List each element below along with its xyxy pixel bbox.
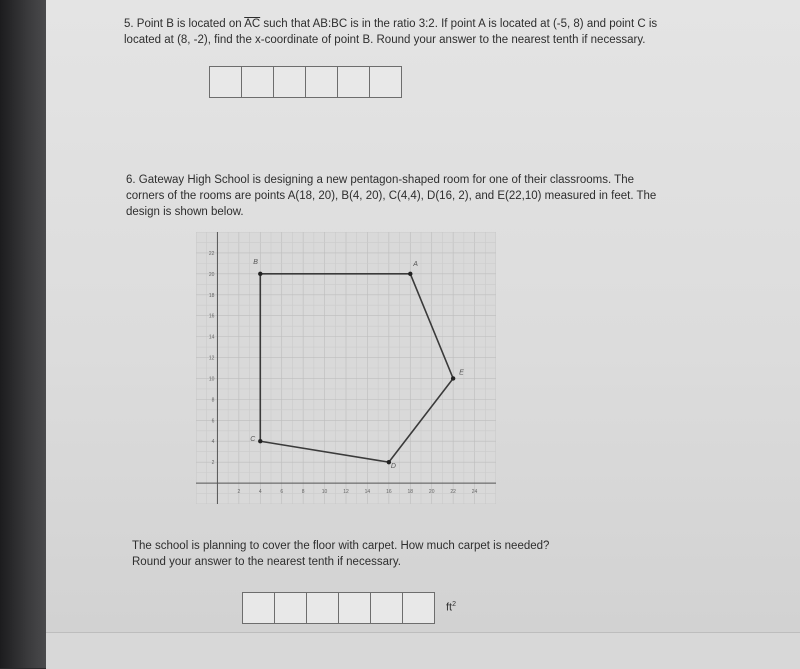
y-tick-label: 2 bbox=[211, 460, 215, 467]
y-tick-label: 6 bbox=[211, 418, 215, 425]
unit-text: ft bbox=[446, 601, 453, 614]
x-tick-label: 8 bbox=[301, 489, 305, 496]
vertex-label-c: C bbox=[250, 436, 256, 444]
vertex-point-c bbox=[258, 439, 262, 443]
question-6-line1: 6. Gateway High School is designing a new pentagon-shaped room for one of their classrooms. The bbox=[126, 174, 634, 186]
question-5-answer-cell[interactable] bbox=[370, 67, 401, 97]
vertex-label-e: E bbox=[459, 369, 464, 377]
x-tick-label: 10 bbox=[321, 489, 328, 496]
x-tick-label: 24 bbox=[471, 489, 478, 496]
question-5-answer-cell[interactable] bbox=[242, 67, 274, 97]
question-6-followup-line1: The school is planning to cover the floor with carpet. How much carpet is needed? bbox=[132, 540, 550, 552]
x-tick-label: 6 bbox=[280, 489, 284, 496]
question-6-followup-line2: Round your answer to the nearest tenth if necessary. bbox=[132, 556, 401, 568]
segment-ac: $\overline{AC}$ bbox=[244, 18, 261, 30]
unit-label bbox=[446, 601, 456, 614]
x-tick-label: 20 bbox=[428, 489, 435, 496]
question-6-answer-cell[interactable] bbox=[403, 593, 434, 623]
y-tick-label: 4 bbox=[211, 439, 215, 446]
question-5-answer-cell[interactable] bbox=[306, 67, 338, 97]
pentagon-graph bbox=[196, 232, 496, 504]
worksheet-page bbox=[46, 0, 800, 632]
y-tick-label: 18 bbox=[208, 292, 215, 299]
question-6-answer-cell[interactable] bbox=[275, 593, 307, 623]
question-6-line3: design is shown below. bbox=[126, 206, 244, 218]
x-tick-label: 18 bbox=[407, 489, 414, 496]
y-tick-label: 12 bbox=[208, 355, 215, 362]
vertex-point-b bbox=[258, 272, 262, 276]
vertex-label-d: D bbox=[390, 463, 396, 471]
question-6-followup bbox=[132, 538, 732, 570]
vertex-label-b: B bbox=[253, 258, 258, 266]
x-tick-label: 16 bbox=[386, 489, 392, 496]
question-6-answer-cell[interactable] bbox=[371, 593, 403, 623]
question-5-line1-end: such that AB:BC is in the ratio 3:2. If point A is located at (-5, 8) and point C is bbox=[260, 18, 658, 30]
y-tick-label: 8 bbox=[211, 397, 215, 404]
question-6-answer-cell[interactable] bbox=[339, 593, 371, 623]
device-bezel bbox=[0, 0, 46, 668]
question-6-line2: corners of the rooms are points A(18, 20), B(4, 20), C(4,4), D(16, 2), and E(22,10) measured in feet. The bbox=[126, 190, 657, 202]
question-5-line2: located at (8, -2), find the x-coordinate of point B. Round your answer to the nearest tenth if necessary. bbox=[124, 34, 646, 46]
question-6-text bbox=[126, 172, 786, 220]
x-tick-label: 14 bbox=[364, 489, 371, 496]
x-tick-label: 12 bbox=[343, 489, 349, 496]
question-5-answer-cell[interactable] bbox=[274, 67, 306, 97]
question-6-answer-cell[interactable] bbox=[307, 593, 339, 623]
vertex-point-a bbox=[408, 272, 412, 276]
question-5-answer-input[interactable] bbox=[209, 66, 402, 98]
question-6-answer-input[interactable] bbox=[242, 592, 435, 624]
y-tick-label: 16 bbox=[208, 313, 215, 320]
question-5-line1-start: 5. Point B is located on bbox=[124, 18, 245, 30]
y-tick-label: 20 bbox=[208, 271, 215, 278]
y-tick-label: 22 bbox=[208, 250, 215, 257]
vertex-point-e bbox=[451, 376, 455, 380]
x-tick-label: 2 bbox=[237, 489, 241, 496]
vertex-label-a: A bbox=[413, 260, 418, 268]
y-tick-label: 14 bbox=[208, 334, 215, 341]
question-5-answer-cell[interactable] bbox=[338, 67, 370, 97]
page-bottom-edge bbox=[46, 632, 800, 669]
x-tick-label: 4 bbox=[258, 489, 262, 496]
y-tick-label: 10 bbox=[208, 376, 215, 383]
question-5-answer-cell[interactable] bbox=[210, 67, 242, 97]
x-tick-label: 22 bbox=[450, 489, 456, 496]
unit-exponent: 2 bbox=[452, 601, 457, 608]
question-6-answer-cell[interactable] bbox=[243, 593, 275, 623]
question-5-text bbox=[124, 16, 784, 48]
